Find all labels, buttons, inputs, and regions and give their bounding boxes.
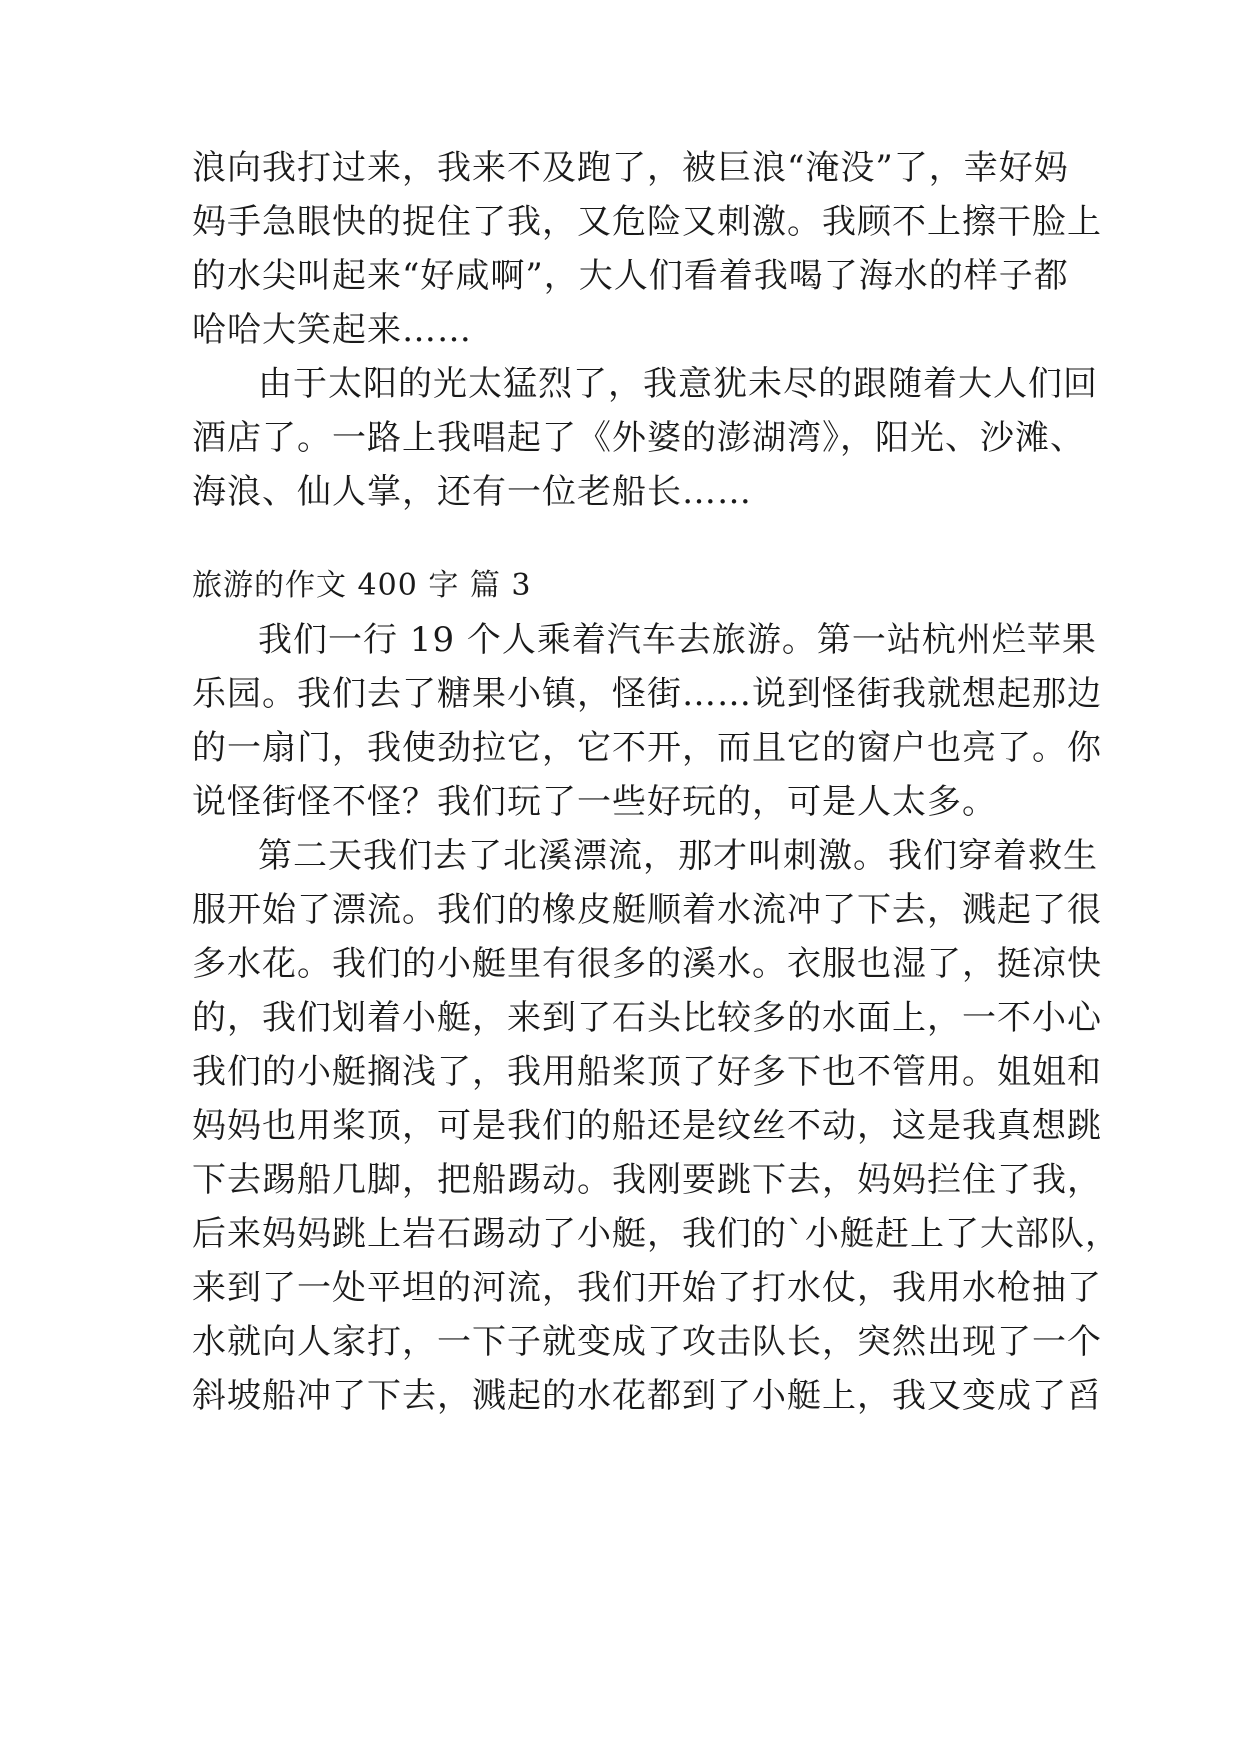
text-line: 我们的小艇搁浅了，我用船桨顶了好多下也不管用。姐姐和	[192, 1052, 1102, 1092]
section-heading: 旅游的作文 400 字 篇 3	[192, 568, 532, 603]
text-line: 斜坡船冲了下去，溅起的水花都到了小艇上，我又变成了舀	[192, 1376, 1102, 1416]
text-line: 酒店了。一路上我唱起了《外婆的澎湖湾》，阳光、沙滩、	[192, 418, 1085, 458]
text-line: 来到了一处平坦的河流，我们开始了打水仗，我用水枪抽了	[192, 1268, 1102, 1308]
text-line: 后来妈妈跳上岩石踢动了小艇，我们的`小艇赶上了大部队，	[192, 1214, 1120, 1254]
text-line: 浪向我打过来，我来不及跑了，被巨浪“淹没”了，幸好妈	[192, 148, 1069, 188]
paragraph-first-line: 第二天我们去了北溪漂流，那才叫刺激。我们穿着救生	[258, 836, 1098, 876]
text-line: 的水尖叫起来“好咸啊”，大人们看着我喝了海水的样子都	[192, 256, 1069, 296]
text-line: 乐园。我们去了糖果小镇，怪街……说到怪街我就想起那边	[192, 674, 1102, 714]
text-line: 海浪、仙人掌，还有一位老船长……	[192, 472, 752, 512]
paragraph-first-line: 我们一行 19 个人乘着汽车去旅游。第一站杭州烂苹果	[258, 620, 1097, 660]
text-line: 说怪街怪不怪？我们玩了一些好玩的，可是人太多。	[192, 782, 997, 822]
text-line: 的，我们划着小艇，来到了石头比较多的水面上，一不小心	[192, 998, 1102, 1038]
text-line: 多水花。我们的小艇里有很多的溪水。衣服也湿了，挺凉快	[192, 944, 1102, 984]
text-line: 水就向人家打，一下子就变成了攻击队长，突然出现了一个	[192, 1322, 1102, 1362]
paragraph-first-line: 由于太阳的光太猛烈了，我意犹未尽的跟随着大人们回	[258, 364, 1098, 404]
text-line: 哈哈大笑起来……	[192, 310, 472, 350]
text-line: 的一扇门，我使劲拉它，它不开，而且它的窗户也亮了。你	[192, 728, 1102, 768]
text-line: 下去踢船几脚，把船踢动。我刚要跳下去，妈妈拦住了我，	[192, 1160, 1102, 1200]
text-line: 妈妈也用桨顶，可是我们的船还是纹丝不动，这是我真想跳	[192, 1106, 1102, 1146]
text-line: 服开始了漂流。我们的橡皮艇顺着水流冲了下去，溅起了很	[192, 890, 1102, 930]
text-line: 妈手急眼快的捉住了我，又危险又刺激。我顾不上擦干脸上	[192, 202, 1102, 242]
